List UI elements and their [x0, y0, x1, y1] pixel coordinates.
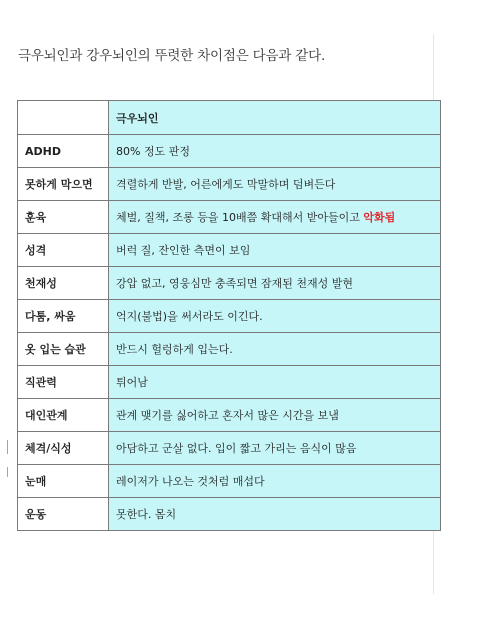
table-row	[18, 234, 441, 267]
row-label: 옷 입는 습관	[18, 333, 109, 366]
row-label: 성격	[18, 234, 109, 267]
comparison-table-container	[17, 100, 441, 531]
row-value: 아담하고 군살 없다. 입이 짧고 가리는 음식이 많음	[109, 432, 441, 465]
row-label: 운동	[18, 498, 109, 531]
table-row	[18, 432, 441, 465]
row-value-text: 체벌, 질책, 조롱 등을 10배쯤 확대해서 받아들이고	[116, 211, 364, 224]
margin-mark	[7, 440, 8, 454]
margin-mark	[7, 467, 8, 477]
row-label: 대인관계	[18, 399, 109, 432]
row-value: 레이저가 나오는 것처럼 매섭다	[109, 465, 441, 498]
row-value-with-highlight	[109, 201, 441, 234]
highlight-text: 악화됨	[363, 211, 396, 224]
table-row	[18, 201, 441, 234]
table-row	[18, 465, 441, 498]
row-value: 버럭 질, 잔인한 측면이 보임	[109, 234, 441, 267]
table-header-row	[18, 101, 441, 135]
table-row	[18, 267, 441, 300]
row-value: 반드시 헐렁하게 입는다.	[109, 333, 441, 366]
row-label: 천재성	[18, 267, 109, 300]
table-row	[18, 366, 441, 399]
row-value: 못한다. 몸치	[109, 498, 441, 531]
comparison-table	[17, 100, 441, 531]
row-value: 관계 맺기를 싫어하고 혼자서 많은 시간을 보냄	[109, 399, 441, 432]
header-label-cell	[18, 101, 109, 135]
table-row	[18, 135, 441, 168]
row-value: 강압 없고, 영웅심만 충족되면 잠재된 천재성 발현	[109, 267, 441, 300]
row-label: 못하게 막으면	[18, 168, 109, 201]
row-label: 직관력	[18, 366, 109, 399]
table-row	[18, 333, 441, 366]
table-row	[18, 399, 441, 432]
row-label: 체격/식성	[18, 432, 109, 465]
row-label: 눈매	[18, 465, 109, 498]
table-row	[18, 300, 441, 333]
table-row	[18, 498, 441, 531]
row-value: 튀어남	[109, 366, 441, 399]
row-label: ADHD	[18, 135, 109, 168]
table-row	[18, 168, 441, 201]
header-value-cell: 극우뇌인	[109, 101, 441, 135]
row-label: 훈육	[18, 201, 109, 234]
row-value: 80% 정도 판정	[109, 135, 441, 168]
row-label: 다툼, 싸움	[18, 300, 109, 333]
row-value: 억지(불법)을 써서라도 이긴다.	[109, 300, 441, 333]
row-value: 격렬하게 반발, 어른에게도 막말하며 덤벼든다	[109, 168, 441, 201]
intro-text: 극우뇌인과 강우뇌인의 뚜렷한 차이점은 다음과 같다.	[18, 48, 326, 64]
